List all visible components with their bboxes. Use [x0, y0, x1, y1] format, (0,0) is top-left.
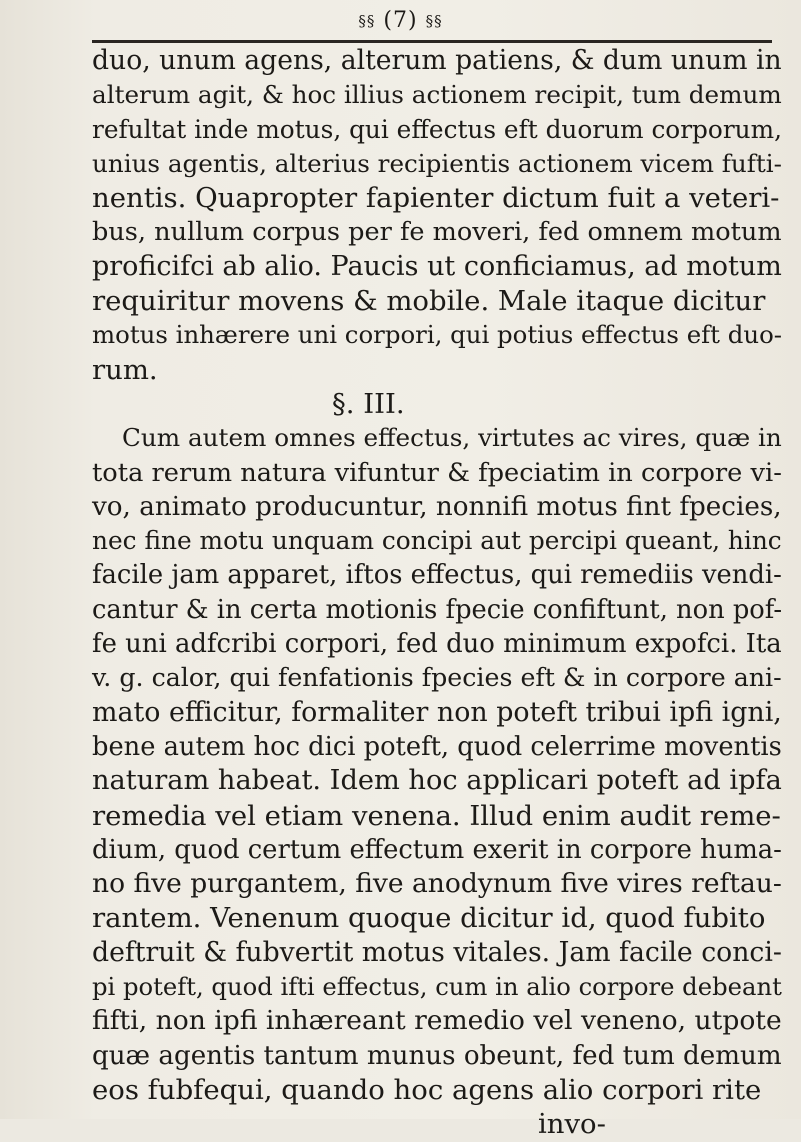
- text-line: quæ agentis tantum munus obeunt, fed tum demum: [92, 1040, 782, 1071]
- text-line: rum.: [92, 353, 158, 386]
- text-line: remedia vel etiam venena. Illud enim audit reme-: [92, 799, 781, 832]
- ornament-right: §§: [425, 12, 443, 30]
- text-line: duo, unum agens, alterum patiens, & dum unum in: [92, 45, 782, 76]
- text-line: refultat inde motus, qui effectus eft duorum corporum,: [92, 114, 782, 144]
- section-heading: §. III.: [332, 387, 405, 420]
- text-line: motus inhærere uni corpori, qui potius effectus eft duo-: [92, 320, 783, 350]
- catchword: invo-: [538, 1108, 606, 1141]
- text-line: naturam habeat. Idem hoc applicari poteft ad ipfa: [92, 765, 782, 797]
- text-line: rantem. Venenum quoque dicitur id, quod fubito: [92, 902, 766, 935]
- text-line: no five purgantem, five anodynum five vires reftau-: [92, 868, 782, 900]
- ornament-left: §§: [358, 12, 376, 30]
- text-line: dium, quod certum effectum exerit in corpore huma-: [92, 834, 782, 865]
- text-line: eos fubfequi, quando hoc agens alio corpori rite: [92, 1073, 762, 1106]
- text-line: mato efficitur, formaliter non poteft tribui ipfi igni,: [92, 696, 782, 728]
- text-line: nec fine motu unquam concipi aut percipi queant, hinc: [92, 526, 782, 556]
- header-rule: [92, 40, 772, 43]
- text-line: fifti, non ipfi inhæreant remedio vel veneno, utpote: [92, 1005, 782, 1037]
- body-text: [92, 44, 782, 1142]
- text-line: pi poteft, quod ifti effectus, cum in alio corpore debeant: [92, 972, 782, 1002]
- text-line: vo, animato producuntur, nonnifi motus fint fpecies,: [92, 491, 782, 522]
- text-line: bus, nullum corpus per fe moveri, fed omnem motum: [92, 217, 782, 248]
- text-line: fe uni adfcribi corpori, fed duo minimum expofci. Ita: [92, 629, 782, 660]
- text-line: v. g. calor, qui fenfationis fpecies eft & in corpore ani-: [92, 663, 782, 693]
- text-line: cantur & in certa motionis fpecie confiftunt, non pof-: [92, 594, 783, 625]
- running-header: [0, 8, 801, 33]
- page-number: (7): [383, 8, 418, 33]
- text-line: proficifci ab alio. Paucis ut conficiamus, ad motum: [92, 250, 782, 282]
- text-line: requiritur movens & mobile. Male itaque dicitur: [92, 285, 766, 318]
- text-line: Cum autem omnes effectus, virtutes ac vires, quæ in: [122, 423, 782, 453]
- text-line: alterum agit, & hoc illius actionem recipit, tum demum: [92, 80, 782, 110]
- text-line: bene autem hoc dici poteft, quod celerrime moventis: [92, 731, 782, 762]
- text-line: nentis. Quapropter fapienter dictum fuit a veteri-: [92, 182, 780, 215]
- text-line: tota rerum natura vifuntur & fpeciatim in corpore vi-: [92, 457, 782, 488]
- text-line: facile jam apparet, iftos effectus, qui remediis vendi-: [92, 560, 782, 591]
- text-line: unius agentis, alterius recipientis actionem vicem fufti-: [92, 148, 782, 178]
- text-line: deftruit & fubvertit motus vitales. Jam facile conci-: [92, 936, 782, 968]
